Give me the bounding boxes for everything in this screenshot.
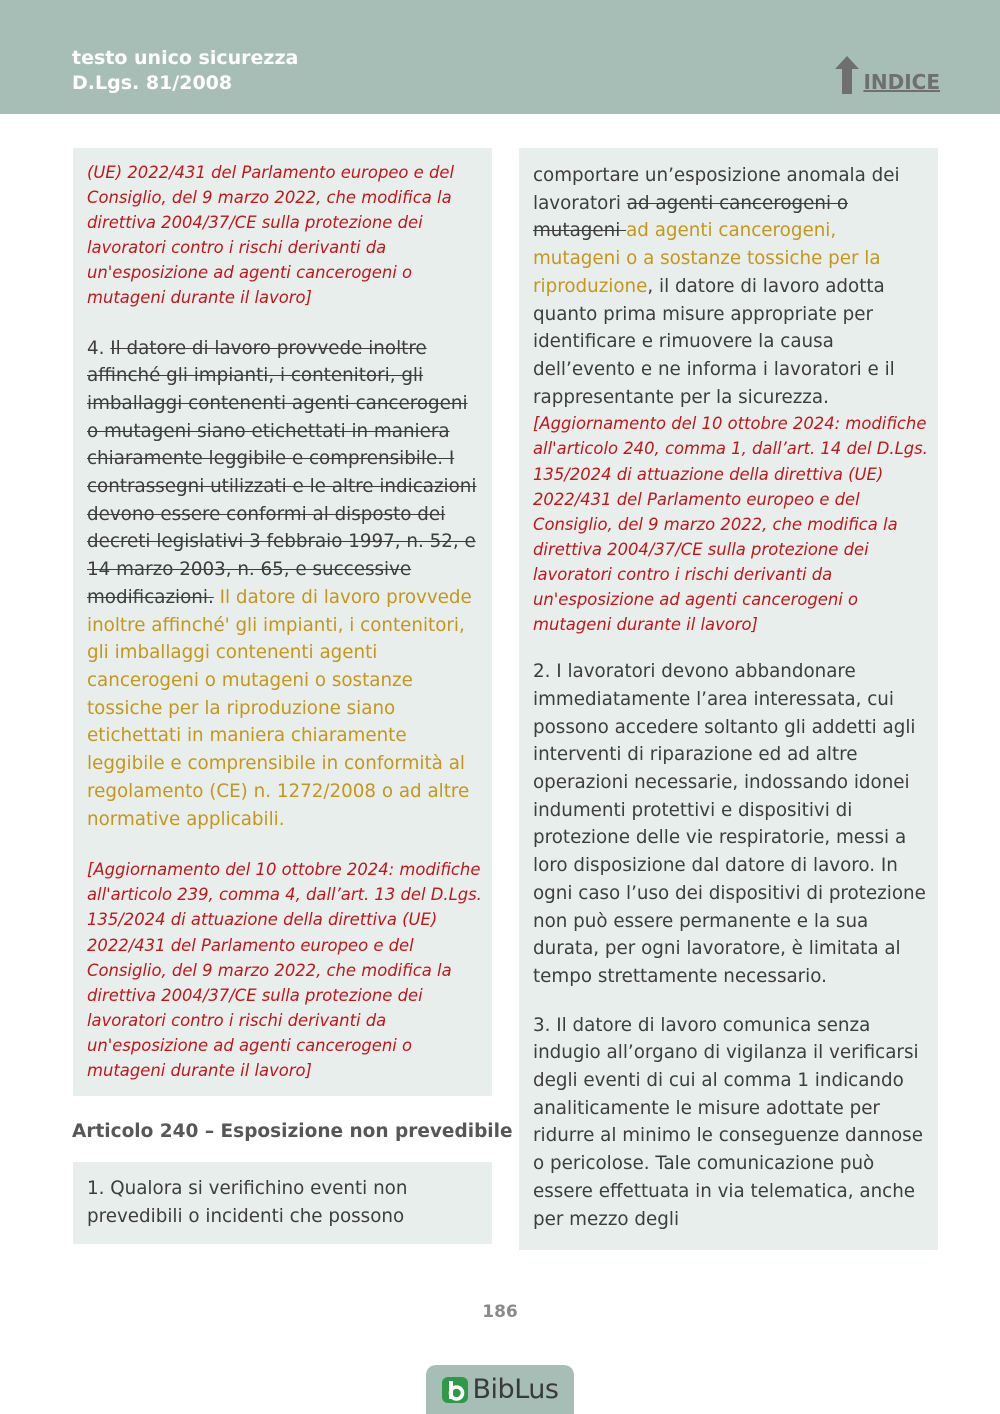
article-240-heading: Articolo 240 – Esposizione non prevedibile xyxy=(72,1121,513,1142)
index-label[interactable]: INDICE xyxy=(863,70,940,94)
article-240-paragraph-3: 3. Il datore di lavoro comunica senza indugio all’organo di vigilanza il verificarsi degli eventi di cui al comma 1 indicando analiticamente le misure adottate per ridurre al minimo le conseguenze dannose o pericolose. Tale comunicazione può essere effettuata in via telematica, anche per mezzo degli xyxy=(533,1014,923,1230)
article-239-paragraph-4 xyxy=(87,335,482,834)
document-title-line2: D.Lgs. 81/2008 xyxy=(72,72,233,94)
inserted-text: ad agenti cancerogeni, mutageni o a sostanze tossiche per la riproduzione xyxy=(533,220,881,297)
right-column-box xyxy=(519,148,938,1250)
page-number: 186 xyxy=(482,1302,518,1322)
update-note-bottom: [Aggiornamento del 10 ottobre 2024: modifiche all'articolo 239, comma 4, dall’art. 13 del D.Lgs. 135/2024 di attuazione della direttiva (UE) 2022/431 del Parlamento europeo e del Consiglio, del 9 marzo 2022, che modifica la direttiva 2004/37/CE sulla protezione dei lavoratori contro i rischi derivanti da un'esposizione ad agenti cancerogeni o mutageni durante il lavoro] xyxy=(87,860,482,1080)
page-header xyxy=(0,0,1000,114)
update-note-top: (UE) 2022/431 del Parlamento europeo e del Consiglio, del 9 marzo 2022, che modifica la direttiva 2004/37/CE sulla protezione dei lavoratori contro i rischi derivanti da un'esposizione ad agenti cancerogeni o mutageni durante il lavoro] xyxy=(87,163,455,308)
logo-text: BibLus xyxy=(472,1374,559,1405)
article-240-paragraph-1-cont xyxy=(533,162,928,411)
inserted-text: Il datore di lavoro provvede inoltre affinché' gli impianti, i contenitori, gli imballaggi contenenti agenti cancerogeni o mutageni o sostanze tossiche per la riproduzione siano etichettati in maniera chiaramente leggibile e comprensibile in conformità al regolamento (CE) n. 1272/2008 o ad altre normative applicabili. xyxy=(87,586,472,830)
paragraph-text: , il datore di lavoro adotta quanto prima misure appropriate per identificare e rimuovere la causa dell’evento e ne informa i lavoratori e il rappresentante per la sicurezza. xyxy=(533,275,895,408)
document-title-line1: testo unico sicurezza xyxy=(72,47,299,69)
paragraph-text: comportare un’esposizione anomala dei lavoratori xyxy=(533,165,900,214)
biblus-logo xyxy=(426,1365,574,1414)
update-note: [Aggiornamento del 10 ottobre 2024: modifiche all'articolo 240, comma 1, dall’art. 14 del D.Lgs. 135/2024 di attuazione della direttiva (UE) 2022/431 del Parlamento europeo e del Consiglio, del 9 marzo 2022, che modifica la direttiva 2004/37/CE sulla protezione dei lavoratori contro i rischi derivanti da un'esposizione ad agenti cancerogeni o mutageni durante il lavoro] xyxy=(533,414,928,635)
deleted-text: ad agenti cancerogeni o mutageni xyxy=(533,192,849,242)
paragraph-number: 4. xyxy=(87,337,111,359)
article-240-box xyxy=(73,1162,492,1244)
article-240-paragraph-2: 2. I lavoratori devono abbandonare immediatamente l’area interessata, cui possono accedere soltanto gli addetti agli interventi di riparazione ed ad altre operazioni necessarie, indossando idonei indumenti protettivi e dispositivi di protezione delle vie respiratorie, messi a loro disposizione dal datore di lavoro. In ogni caso l’uso dei dispositivi di protezione non può essere permanente e la sua durata, per ogni lavoratore, è limitata al tempo strettamente necessario. xyxy=(533,661,926,987)
arrow-up-icon xyxy=(835,56,859,94)
left-column-box xyxy=(73,148,492,1096)
index-link[interactable] xyxy=(835,54,940,94)
document-title xyxy=(72,46,298,96)
article-240-paragraph-1-start: 1. Qualora si verifichino eventi non prevedibili o incidenti che possono xyxy=(87,1178,408,1227)
biblus-b-icon xyxy=(442,1377,468,1403)
deleted-text: Il datore di lavoro provvede inoltre affinché gli impianti, i contenitori, gli imballaggi contenenti agenti cancerogeni o mutageni siano etichettati in maniera chiaramente leggibile e comprensibile. I contrassegni utilizzati e le altre indicazioni devono essere conformi al disposto dei decreti legislativi 3 febbraio 1997, n. 52, e 14 marzo 2003, n. 65, e successive modificazioni. xyxy=(87,337,477,608)
